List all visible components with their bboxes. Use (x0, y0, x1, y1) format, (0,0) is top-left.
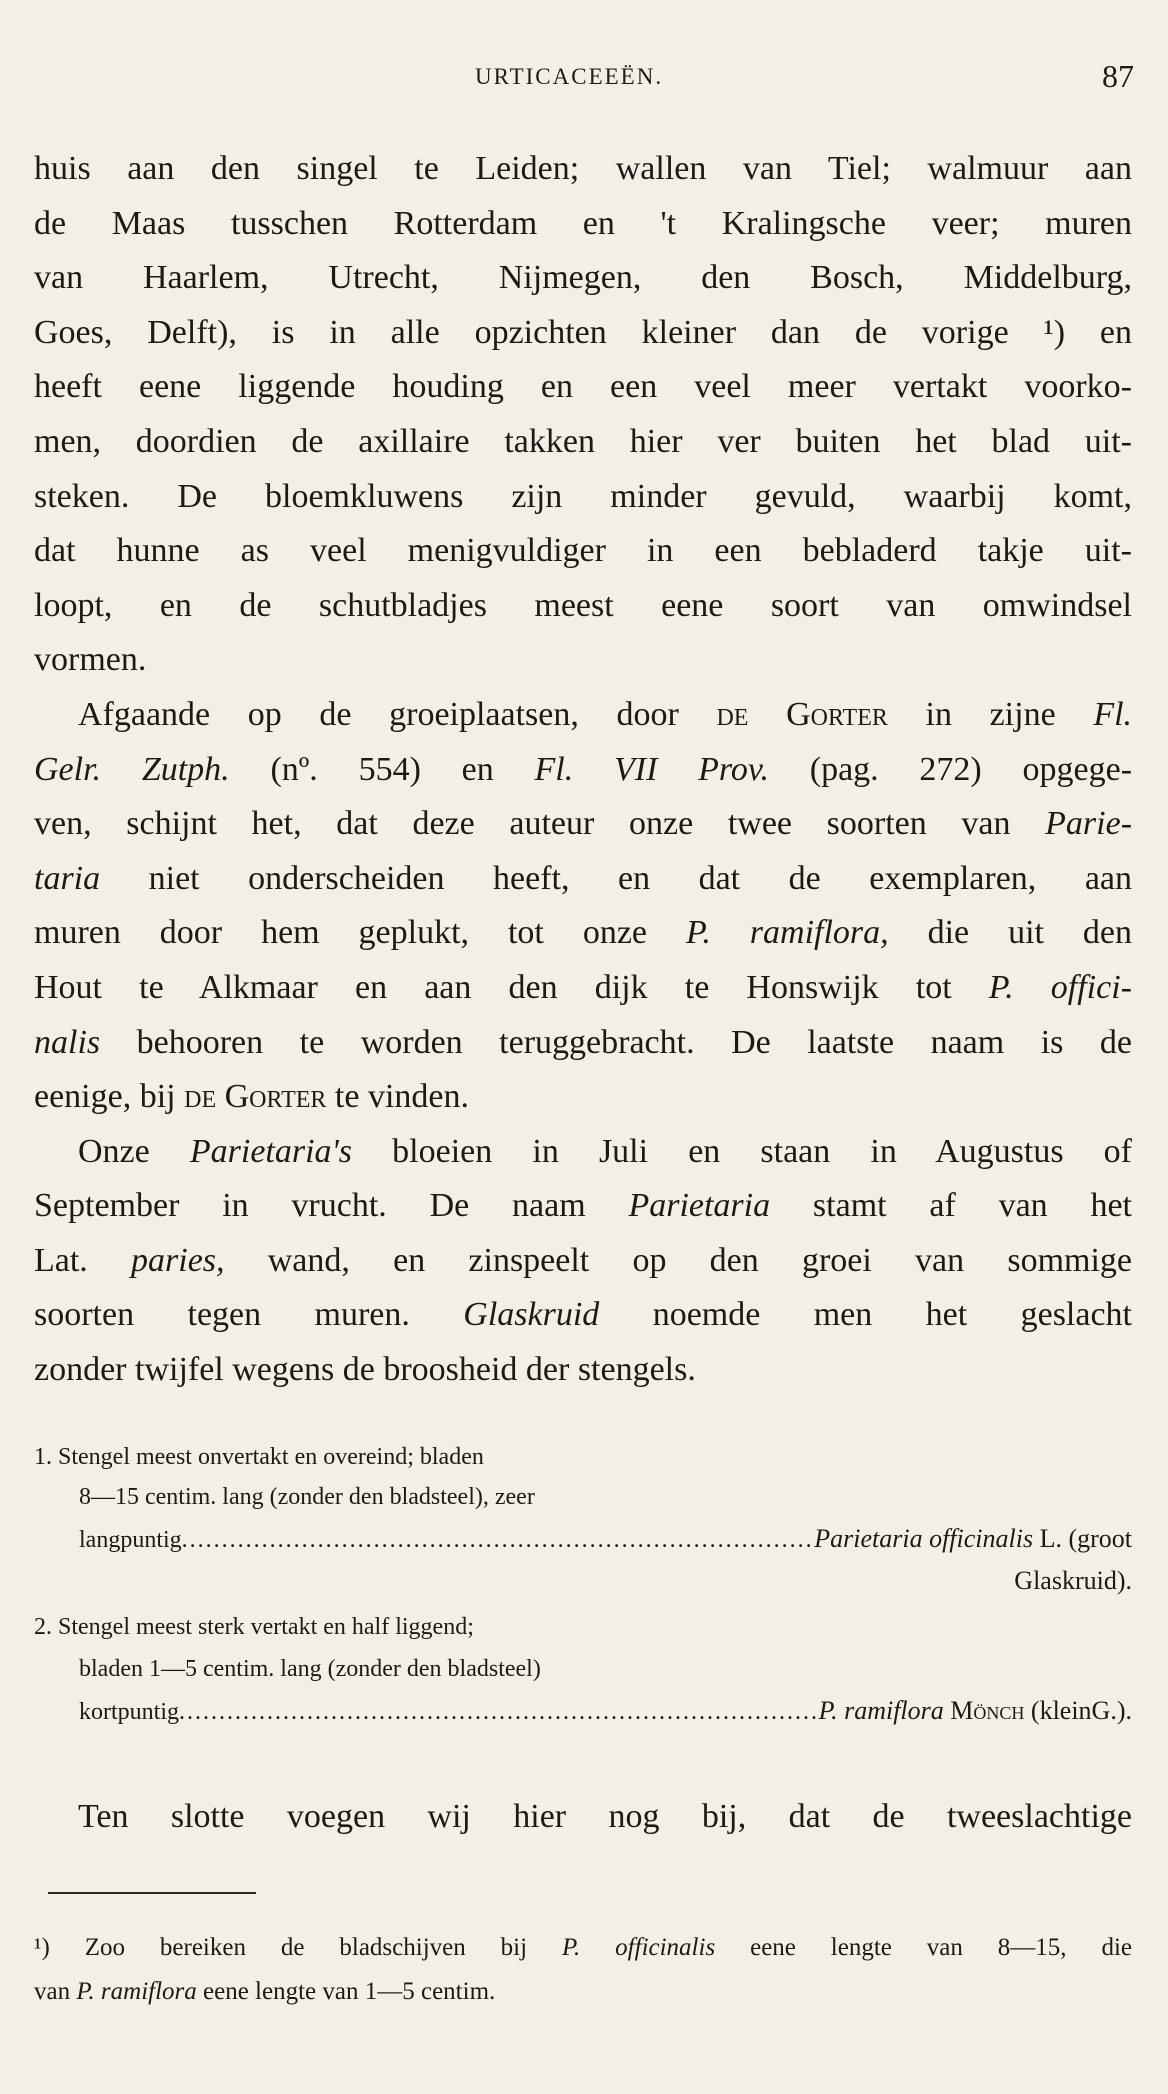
taxon-name: P. offici- (988, 968, 1132, 1006)
text-line: men, doordien de axillaire takken hier ver buiten het blad uit- (34, 422, 1132, 460)
text-run: zonder twijfel wegens de broosheid der stengels. (34, 1351, 696, 1389)
taxon-name: P. ramiflora (76, 1978, 197, 2005)
text-run: noemde men het geslacht (652, 1296, 1132, 1334)
key-line: 2. Stengel meest sterk vertakt en half liggend; (34, 1614, 474, 1640)
text-line: steken. De bloemkluwens zijn minder gevuld, waarbij komt, (34, 477, 1132, 515)
text-run: soorten tegen muren. (34, 1296, 410, 1334)
text-run: Lat. (34, 1241, 88, 1279)
title-abbrev: Fl. VII Prov. (534, 750, 769, 788)
text-line: vormen. (34, 641, 147, 679)
text-line: heeft eene liggende houding en een veel meer vertakt voorko- (34, 368, 1132, 406)
text-line: de Maas tusschen Rotterdam en 't Kralingsche veer; muren (34, 204, 1132, 242)
text-line (34, 688, 1132, 743)
dot-leader (182, 1521, 815, 1559)
key-line: Glaskruid). (1014, 1566, 1132, 1595)
text-line (34, 1070, 1132, 1125)
text-line (34, 1343, 1132, 1398)
title-abbrev: Gelr. Zutph. (34, 750, 230, 788)
taxon-name: P. ramiflora, (685, 914, 889, 952)
text-run: muren door hem geplukt, tot onze (34, 914, 647, 952)
text-run: (nº. 554) en (270, 750, 494, 788)
key-text: langpuntig (79, 1527, 182, 1553)
author-name: de Gorter (184, 1078, 327, 1116)
text-run: niet onderscheiden heeft, en dat de exemplaren, aan (148, 859, 1132, 897)
paragraph-2 (34, 688, 1132, 1125)
text-line: huis aan den singel te Leiden; wallen van Tiel; walmuur aan (34, 150, 1132, 187)
text-line (34, 797, 1132, 852)
taxon-author: Mönch (950, 1696, 1025, 1725)
text-line: dat hunne as veel menigvuldiger in een bebladerd takje uit- (34, 532, 1132, 570)
taxon-name: Parie- (1045, 805, 1132, 843)
taxon-author: L. (groot (1039, 1524, 1132, 1553)
text-run: Afgaande op de groeiplaatsen, door (78, 695, 679, 733)
key-line: 1. Stengel meest onvertakt en overeind; bladen (34, 1444, 484, 1470)
text-line (34, 1125, 1132, 1180)
taxon-name: nalis (34, 1023, 101, 1061)
text-line (34, 743, 1132, 798)
text-line (34, 906, 1132, 961)
text-line (34, 961, 1132, 1016)
page-number: 87 (1102, 58, 1134, 94)
text-line (34, 1179, 1132, 1234)
text-run: September in vrucht. De naam (34, 1187, 586, 1225)
key-line-leader (79, 1520, 1132, 1558)
paragraph-1 (34, 142, 1132, 688)
footnote-line (34, 1972, 1132, 2012)
text-run: in zijne (925, 695, 1056, 733)
dot-leader (179, 1693, 819, 1731)
key-line: bladen 1—5 centim. lang (zonder den bladsteel) (79, 1656, 541, 1682)
author-name: de Gorter (716, 695, 888, 733)
text-run: eene lengte van 1—5 centim. (203, 1978, 496, 2005)
key-text: kortpuntig (79, 1699, 179, 1725)
text-run: te vinden. (334, 1078, 469, 1116)
footnote-rule (48, 1892, 256, 1894)
text-run: wand, en zinspeelt op den groei van sommige (267, 1241, 1132, 1279)
taxon-name: Parietaria officinalis (814, 1524, 1034, 1553)
text-line: loopt, en de schutbladjes meest eene soort van omwindsel (34, 586, 1132, 624)
text-run: die uit den (927, 914, 1132, 952)
taxon-name: Parietaria's (189, 1132, 353, 1170)
paragraph-3 (34, 1125, 1132, 1398)
title-abbrev: Fl. (1093, 695, 1132, 733)
body-text (34, 142, 1132, 1398)
text-run: eenige, bij (34, 1078, 176, 1116)
text-run: behooren te worden teruggebracht. De laatste naam is de (136, 1023, 1132, 1061)
page-header (0, 58, 1168, 98)
text-line (34, 1016, 1132, 1071)
text-run: ¹) Zoo bereiken de bladschijven bij (34, 1934, 528, 1961)
text-line: van Haarlem, Utrecht, Nijmegen, den Bosch, Middelburg, (34, 259, 1132, 297)
text-line (34, 852, 1132, 907)
common-name: Glaskruid (463, 1296, 600, 1334)
text-run: ven, schijnt het, dat deze auteur onze twee soorten van (34, 805, 1011, 843)
text-line (34, 1288, 1132, 1343)
latin-word: paries, (131, 1241, 225, 1279)
taxon-name: taria (34, 859, 101, 897)
taxon-name: Parietaria (628, 1187, 771, 1225)
taxon-name: P. officinalis (561, 1934, 716, 1961)
text-line (34, 1234, 1132, 1289)
text-run: Hout te Alkmaar en aan den dijk te Honswijk tot (34, 968, 952, 1006)
text-run: bloeien in Juli en staan in Augustus of (392, 1132, 1132, 1170)
common-name: (kleinG.). (1030, 1696, 1132, 1725)
text-run: Onze (78, 1132, 150, 1170)
text-run: van (34, 1978, 71, 2005)
closing-line: Ten slotte voegen wij hier nog bij, dat de tweeslachtige (78, 1798, 1132, 1835)
taxon-name: P. ramiflora (818, 1696, 944, 1725)
text-line: Goes, Delft), is in alle opzichten kleiner dan de vorige ¹) en (34, 313, 1132, 351)
running-head: URTICACEEËN. (475, 64, 664, 89)
text-run: eene lengte van 8—15, die (750, 1934, 1133, 1961)
text-run: (pag. 272) opgege- (809, 750, 1132, 788)
footnote-line (34, 1928, 1132, 1968)
key-line-leader (79, 1692, 1132, 1730)
text-run: stamt af van het (812, 1187, 1132, 1225)
key-line: 8—15 centim. lang (zonder den bladsteel), zeer (79, 1484, 535, 1510)
